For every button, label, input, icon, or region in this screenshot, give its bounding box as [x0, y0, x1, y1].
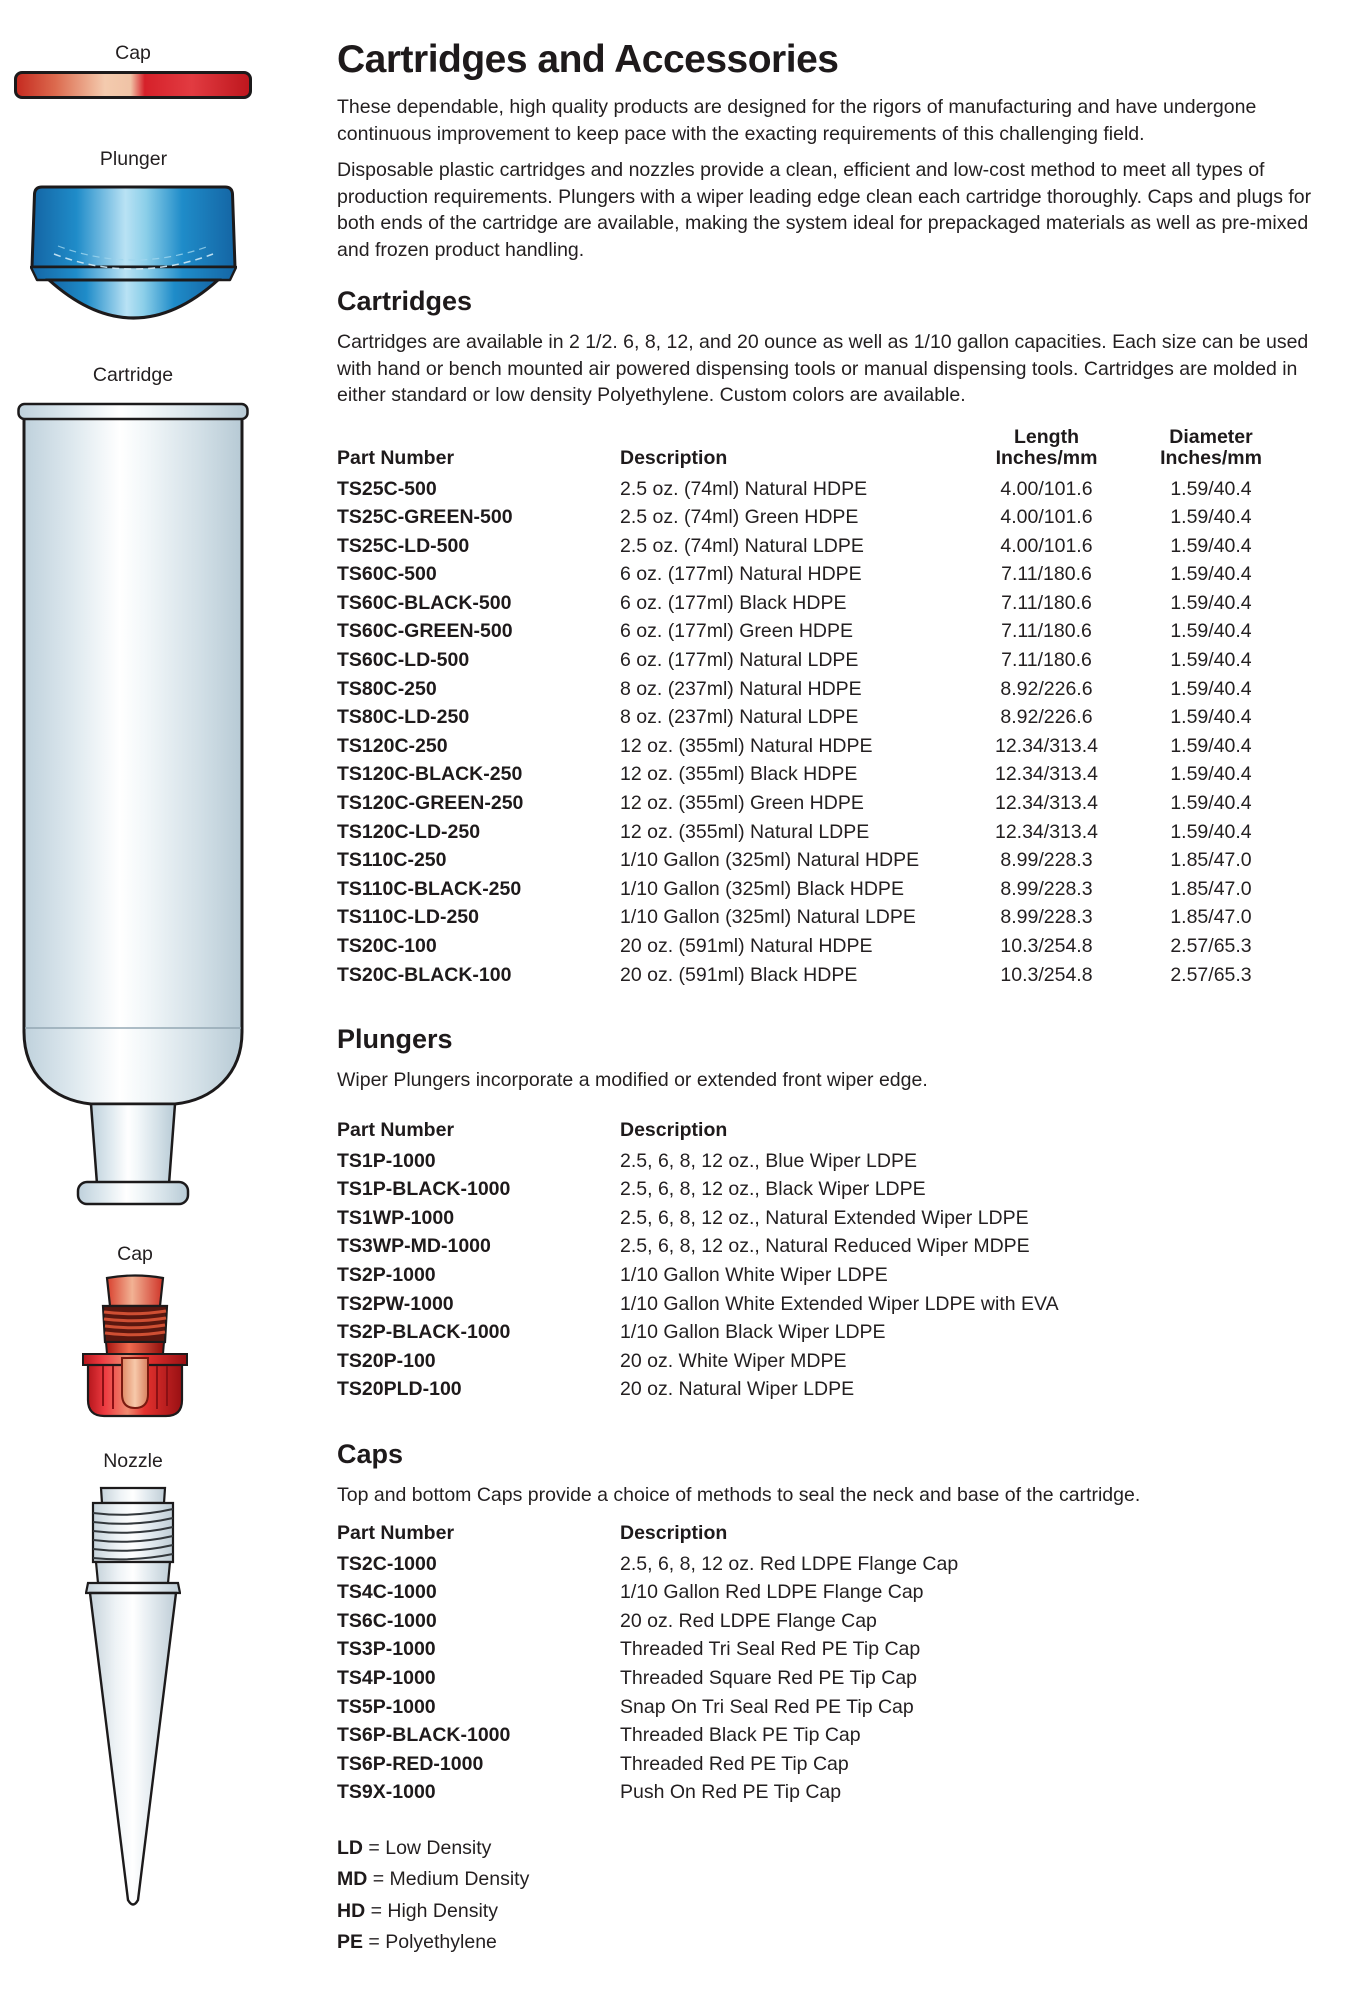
plungers-table — [337, 1120, 1297, 1404]
description-cell: 20 oz. White Wiper MDPE — [620, 1349, 847, 1372]
table-row — [337, 846, 1297, 875]
part-number-cell: TS20C-BLACK-100 — [337, 963, 512, 986]
part-number-cell: TS6P-RED-1000 — [337, 1752, 484, 1775]
table-row — [337, 1232, 1297, 1261]
length-cell: 7.11/180.6 — [1001, 591, 1092, 614]
length-cell: 8.99/228.3 — [1000, 849, 1093, 872]
part-number-cell: TS2C-1000 — [337, 1552, 437, 1575]
column-header-description: Description — [620, 446, 728, 469]
diameter-cell: 2.57/65.3 — [1170, 935, 1252, 957]
table-row — [337, 818, 1297, 847]
plunger-illustration — [30, 184, 237, 324]
figure-label-cap-top: Cap — [115, 42, 151, 64]
description-cell: 1/10 Gallon (325ml) Natural HDPE — [620, 849, 920, 872]
description-cell: 20 oz. Red LDPE Flange Cap — [620, 1609, 877, 1632]
diameter-cell: 1.59/40.4 — [1170, 534, 1252, 557]
legend-abbreviation: LD — [337, 1836, 363, 1859]
table-row — [337, 703, 1297, 732]
table-row — [337, 903, 1297, 932]
description-cell: 20 oz. (591ml) Natural HDPE — [620, 935, 873, 957]
table-row — [337, 1778, 1297, 1807]
legend-item: MD = Medium Density — [337, 1868, 530, 1891]
description-cell: Snap On Tri Seal Red PE Tip Cap — [620, 1695, 914, 1718]
illustration-column — [0, 0, 300, 1992]
length-cell: 12.34/313.4 — [994, 792, 1098, 815]
part-number-cell: TS80C-LD-250 — [337, 706, 470, 729]
description-cell: 20 oz. (591ml) Black HDPE — [620, 963, 858, 986]
cartridge-illustration — [17, 392, 249, 1212]
length-cell: 7.11/180.6 — [1001, 563, 1092, 586]
diameter-cell: 1.59/40.4 — [1170, 649, 1252, 672]
table-row — [337, 1147, 1297, 1176]
section-heading-caps: Caps — [337, 1439, 404, 1470]
description-cell: 6 oz. (177ml) Natural LDPE — [620, 649, 859, 672]
description-cell: 2.5, 6, 8, 12 oz., Natural Reduced Wiper MDPE — [620, 1235, 1030, 1258]
table-row — [337, 760, 1297, 789]
diameter-cell: 1.85/47.0 — [1170, 877, 1252, 900]
part-number-cell: TS9X-1000 — [337, 1781, 436, 1804]
diameter-cell: 1.59/40.4 — [1170, 506, 1252, 529]
description-cell: 1/10 Gallon Black Wiper LDPE — [620, 1321, 886, 1344]
column-header-description: Description — [620, 1521, 728, 1544]
diameter-cell: 2.57/65.3 — [1170, 963, 1252, 986]
figure-cartridge — [17, 364, 249, 1212]
material-legend — [337, 1833, 1343, 1959]
diameter-cell: 1.59/40.4 — [1170, 763, 1252, 786]
part-number-cell: TS2P-1000 — [337, 1264, 436, 1287]
length-cell: 10.3/254.8 — [1000, 935, 1093, 957]
section-heading-plungers: Plungers — [337, 1024, 453, 1055]
description-cell: 2.5, 6, 8, 12 oz., Black Wiper LDPE — [620, 1178, 926, 1201]
legend-abbreviation: HD — [337, 1899, 366, 1922]
length-cell: 8.99/228.3 — [1000, 877, 1093, 900]
table-row — [337, 789, 1297, 818]
cap-bottom-illustration — [82, 1268, 188, 1418]
part-number-cell: TS4C-1000 — [337, 1581, 437, 1604]
length-units-label: Inches/mm — [995, 446, 1098, 469]
part-number-cell: TS6P-BLACK-1000 — [337, 1724, 511, 1747]
diameter-cell: 1.59/40.4 — [1170, 734, 1252, 757]
legend-item: LD = Low Density — [337, 1836, 492, 1859]
table-row — [337, 503, 1297, 532]
figure-nozzle — [85, 1450, 181, 1916]
part-number-cell: TS5P-1000 — [337, 1695, 436, 1718]
part-number-cell: TS120C-LD-250 — [337, 820, 481, 843]
description-cell: 2.5 oz. (74ml) Natural HDPE — [620, 477, 868, 500]
figure-label-nozzle: Nozzle — [103, 1450, 163, 1472]
length-label: Length — [1014, 425, 1079, 448]
length-cell: 4.00/101.6 — [1000, 506, 1093, 529]
nozzle-illustration — [85, 1476, 181, 1916]
diameter-cell: 1.59/40.4 — [1170, 820, 1252, 843]
column-header-length — [968, 427, 1125, 475]
length-cell: 12.34/313.4 — [994, 734, 1098, 757]
table-row — [337, 1290, 1297, 1319]
description-cell: Push On Red PE Tip Cap — [620, 1781, 842, 1804]
part-number-cell: TS110C-LD-250 — [337, 906, 479, 929]
legend-abbreviation: MD — [337, 1868, 368, 1891]
part-number-cell: TS4P-1000 — [337, 1666, 436, 1689]
legend-abbreviation: PE — [337, 1931, 364, 1954]
description-cell: 6 oz. (177ml) Black HDPE — [620, 591, 847, 614]
part-number-cell: TS25C-LD-500 — [337, 534, 470, 557]
description-cell: Threaded Black PE Tip Cap — [620, 1724, 861, 1747]
table-row — [337, 1635, 1297, 1664]
figure-label-cap-bottom: Cap — [117, 1243, 153, 1265]
figure-cap-bottom — [82, 1243, 188, 1418]
table-row — [337, 646, 1297, 675]
length-cell: 10.3/254.8 — [1000, 963, 1093, 986]
table-row — [337, 589, 1297, 618]
table-row — [337, 560, 1297, 589]
table-row — [337, 1664, 1297, 1693]
section-heading-cartridges: Cartridges — [337, 286, 473, 316]
figure-cap-top — [14, 42, 252, 99]
part-number-cell: TS1P-1000 — [337, 1149, 436, 1172]
figure-plunger — [30, 148, 237, 324]
part-number-cell: TS110C-250 — [337, 849, 447, 872]
description-cell: 20 oz. Natural Wiper LDPE — [620, 1378, 855, 1401]
length-cell: 7.11/180.6 — [1001, 620, 1092, 643]
cartridges-intro: Cartridges are available in 2 1/2. 6, 8, 12, and 20 ounce as well as 1/10 gallon capacities. Each size can be used with hand or bench mounted air powered dispensing tools or manual dispensing tools. Cartridges are molded in either standard or low density Polyethylene. Custom colors are available. — [337, 331, 1309, 406]
table-row — [337, 875, 1297, 904]
diameter-cell: 1.59/40.4 — [1170, 706, 1252, 729]
table-row — [337, 475, 1297, 504]
diameter-cell: 1.85/47.0 — [1170, 906, 1252, 929]
diameter-cell: 1.59/40.4 — [1170, 591, 1252, 614]
table-row — [337, 1750, 1297, 1779]
part-number-cell: TS20C-100 — [337, 935, 437, 957]
caps-header-row — [337, 1523, 1297, 1550]
part-number-cell: TS2PW-1000 — [337, 1292, 454, 1315]
description-cell: 1/10 Gallon Red LDPE Flange Cap — [620, 1581, 924, 1604]
table-row — [337, 1721, 1297, 1750]
length-cell: 12.34/313.4 — [994, 820, 1098, 843]
diameter-label: Diameter — [1169, 425, 1253, 448]
description-cell: 12 oz. (355ml) Natural LDPE — [620, 820, 870, 843]
length-cell: 4.00/101.6 — [1000, 477, 1093, 500]
table-row — [337, 1550, 1297, 1579]
cartridges-header-row — [337, 427, 1297, 475]
column-header-description: Description — [620, 1118, 728, 1141]
part-number-cell: TS110C-BLACK-250 — [337, 877, 522, 900]
description-cell: 2.5, 6, 8, 12 oz. Red LDPE Flange Cap — [620, 1552, 959, 1575]
part-number-cell: TS20P-100 — [337, 1349, 436, 1372]
part-number-cell: TS3WP-MD-1000 — [337, 1235, 491, 1258]
part-number-cell: TS60C-BLACK-500 — [337, 591, 512, 614]
description-cell: 6 oz. (177ml) Green HDPE — [620, 620, 854, 643]
length-cell: 8.92/226.6 — [1000, 706, 1093, 729]
description-cell: 2.5, 6, 8, 12 oz., Blue Wiper LDPE — [620, 1149, 917, 1172]
page-title: Cartridges and Accessories — [337, 38, 839, 81]
diameter-cell: 1.59/40.4 — [1170, 620, 1252, 643]
part-number-cell: TS25C-GREEN-500 — [337, 506, 513, 529]
description-cell: Threaded Tri Seal Red PE Tip Cap — [620, 1638, 921, 1661]
diameter-cell: 1.85/47.0 — [1170, 849, 1252, 872]
table-row — [337, 1204, 1297, 1233]
caps-table — [337, 1523, 1297, 1807]
part-number-cell: TS1WP-1000 — [337, 1206, 455, 1229]
description-cell: Threaded Red PE Tip Cap — [620, 1752, 849, 1775]
table-row — [337, 1261, 1297, 1290]
part-number-cell: TS120C-GREEN-250 — [337, 792, 524, 815]
part-number-cell: TS60C-500 — [337, 563, 437, 586]
table-row — [337, 1347, 1297, 1376]
plungers-intro: Wiper Plungers incorporate a modified or extended front wiper edge. — [337, 1069, 928, 1092]
description-cell: 1/10 Gallon White Wiper LDPE — [620, 1264, 888, 1287]
table-row — [337, 932, 1297, 961]
part-number-cell: TS20PLD-100 — [337, 1378, 462, 1401]
table-row — [337, 1607, 1297, 1636]
length-cell: 7.11/180.6 — [1001, 649, 1092, 672]
part-number-cell: TS2P-BLACK-1000 — [337, 1321, 511, 1344]
description-cell: 12 oz. (355ml) Green HDPE — [620, 792, 864, 815]
table-row — [337, 1578, 1297, 1607]
description-cell: 12 oz. (355ml) Natural HDPE — [620, 734, 873, 757]
part-number-cell: TS6C-1000 — [337, 1609, 437, 1632]
part-number-cell: TS3P-1000 — [337, 1638, 436, 1661]
part-number-cell: TS60C-GREEN-500 — [337, 620, 513, 643]
table-row — [337, 1318, 1297, 1347]
description-cell: Threaded Square Red PE Tip Cap — [620, 1666, 918, 1689]
length-cell: 8.99/228.3 — [1000, 906, 1093, 929]
table-row — [337, 732, 1297, 761]
diameter-units-label: Inches/mm — [1160, 446, 1262, 469]
catalog-content — [337, 40, 1343, 1959]
part-number-cell: TS80C-250 — [337, 677, 437, 700]
table-row — [337, 961, 1297, 990]
figure-label-plunger: Plunger — [99, 148, 168, 170]
table-row — [337, 1175, 1297, 1204]
column-header-diameter — [1125, 427, 1297, 475]
part-number-cell: TS120C-BLACK-250 — [337, 763, 523, 786]
intro-paragraph-2: Disposable plastic cartridges and nozzles provide a clean, efficient and low-cost method to meet all types of production requirements. Plungers with a wiper leading edge clean each cartridge thoroughly. Caps and plugs for both ends of the cartridge are available, making the system ideal for prepackaged materials as well as pre-mixed and frozen product handling. — [337, 159, 1312, 261]
cartridges-table — [337, 427, 1297, 990]
figure-label-cartridge: Cartridge — [92, 364, 174, 386]
cap-top-illustration — [14, 71, 252, 99]
description-cell: 12 oz. (355ml) Black HDPE — [620, 763, 858, 786]
length-cell: 8.92/226.6 — [1000, 677, 1093, 700]
column-header-part-number: Part Number — [337, 446, 455, 469]
length-cell: 12.34/313.4 — [994, 763, 1098, 786]
description-cell: 2.5, 6, 8, 12 oz., Natural Extended Wiper LDPE — [620, 1206, 1029, 1229]
description-cell: 1/10 Gallon White Extended Wiper LDPE with EVA — [620, 1292, 1059, 1315]
description-cell: 6 oz. (177ml) Natural HDPE — [620, 563, 862, 586]
column-header-part-number: Part Number — [337, 1118, 455, 1141]
table-row — [337, 1375, 1297, 1404]
table-row — [337, 1693, 1297, 1722]
diameter-cell: 1.59/40.4 — [1170, 477, 1252, 500]
part-number-cell: TS25C-500 — [337, 477, 437, 500]
caps-intro: Top and bottom Caps provide a choice of methods to seal the neck and base of the cartridge. — [337, 1484, 1141, 1507]
description-cell: 8 oz. (237ml) Natural LDPE — [620, 706, 859, 729]
part-number-cell: TS120C-250 — [337, 734, 448, 757]
legend-item: HD = High Density — [337, 1899, 498, 1922]
description-cell: 2.5 oz. (74ml) Natural LDPE — [620, 534, 864, 557]
part-number-cell: TS1P-BLACK-1000 — [337, 1178, 511, 1201]
diameter-cell: 1.59/40.4 — [1170, 563, 1252, 586]
description-cell: 8 oz. (237ml) Natural HDPE — [620, 677, 862, 700]
description-cell: 1/10 Gallon (325ml) Black HDPE — [620, 877, 904, 900]
diameter-cell: 1.59/40.4 — [1170, 792, 1252, 815]
table-row — [337, 675, 1297, 704]
column-header-part-number: Part Number — [337, 1521, 455, 1544]
table-row — [337, 617, 1297, 646]
table-row — [337, 532, 1297, 561]
length-cell: 4.00/101.6 — [1000, 534, 1093, 557]
diameter-cell: 1.59/40.4 — [1170, 677, 1252, 700]
part-number-cell: TS60C-LD-500 — [337, 649, 470, 672]
legend-item: PE = Polyethylene — [337, 1931, 497, 1954]
description-cell: 2.5 oz. (74ml) Green HDPE — [620, 506, 859, 529]
description-cell: 1/10 Gallon (325ml) Natural LDPE — [620, 906, 916, 929]
plungers-header-row — [337, 1120, 1297, 1147]
intro-paragraph-1: These dependable, high quality products are designed for the rigors of manufacturing and have undergone continuous improvement to keep pace with the exacting requirements of this challenging field. — [337, 96, 1257, 145]
